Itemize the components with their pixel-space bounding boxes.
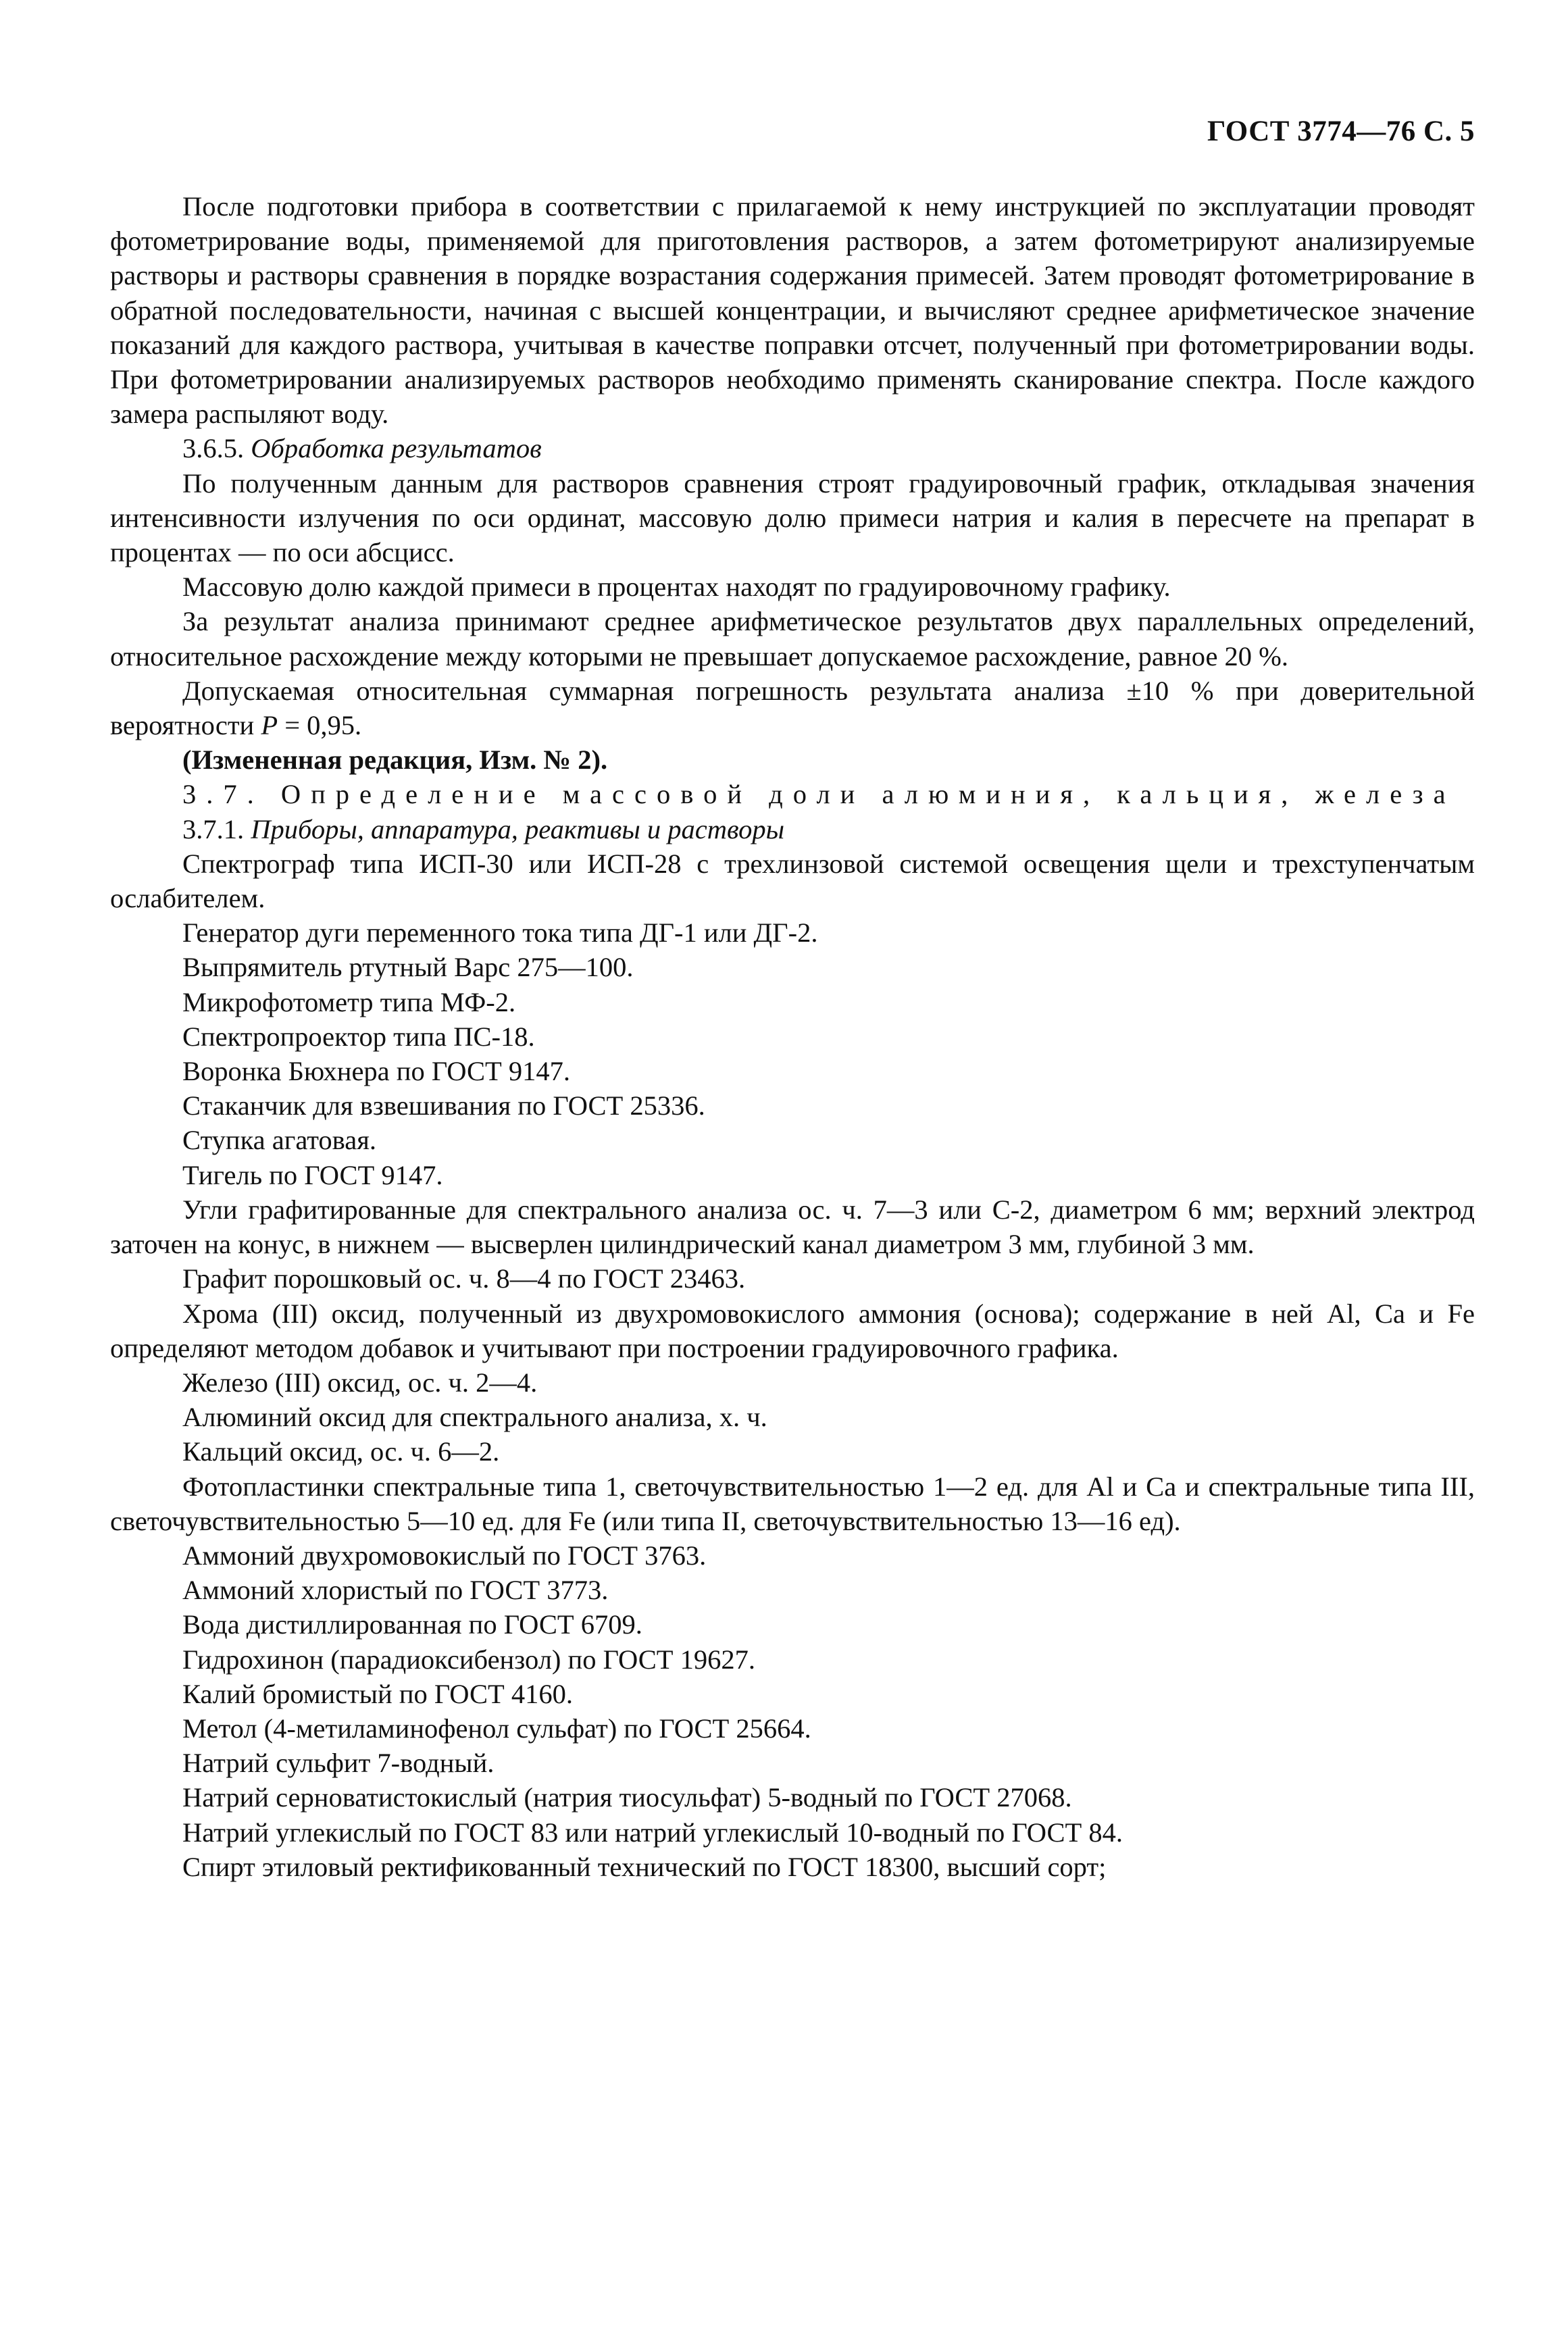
paragraph-error xyxy=(110,674,1475,742)
paragraph-photometry: После подготовки прибора в соответствии с прилагаемой к нему инструкцией по эксплуатации проводят фотометрирование воды, применяемой для приготовления растворов, а затем фотометрируют анализируемые растворы и растворы сравнения в порядке возрастания содержания примесей. Затем проводят фотометрирование в обратной последовательности, начиная с высшей концентрации, и вычисляют среднее арифметическое значение показаний для каждого раствора, учитывая в качестве поправки отсчет, полученный при фотометрировании воды. При фотометрировании анализируемых растворов необходимо применять сканирование спектра. После каждого замера распыляют воду. xyxy=(110,191,1475,430)
list-item: Натрий углекислый по ГОСТ 83 или натрий углекислый 10-водный по ГОСТ 84. xyxy=(182,1817,1123,1848)
paragraph-mass-fraction: Массовую долю каждой примеси в процентах находят по градуировочному графику. xyxy=(182,572,1171,603)
list-item: Графит порошковый ос. ч. 8—4 по ГОСТ 23463. xyxy=(182,1263,746,1294)
list-item: Калий бромистый по ГОСТ 4160. xyxy=(182,1678,574,1709)
page-header: ГОСТ 3774—76 С. 5 xyxy=(1207,116,1475,147)
section-number: 3.7.1. xyxy=(182,813,251,844)
section-title: Приборы, аппаратура, реактивы и растворы xyxy=(251,813,784,844)
error-text: Допускаемая относительная суммарная погрешность результата анализа ±10 % при доверительной вероятности xyxy=(110,675,1475,741)
equipment-list xyxy=(110,846,1475,1884)
list-item: Аммоний двухромовокислый по ГОСТ 3763. xyxy=(182,1540,707,1571)
list-item: Натрий сульфит 7-водный. xyxy=(182,1748,495,1779)
probability-value: = 0,95. xyxy=(278,710,362,741)
list-item: Стаканчик для взвешивания по ГОСТ 25336. xyxy=(182,1090,705,1121)
list-item: Железо (III) оксид, ос. ч. 2—4. xyxy=(182,1367,538,1398)
list-item: Спирт этиловый ректификованный технический по ГОСТ 18300, высший сорт; xyxy=(182,1851,1107,1882)
list-item: Воронка Бюхнера по ГОСТ 9147. xyxy=(182,1056,570,1087)
section-3-6-5-heading xyxy=(110,431,1475,465)
document-body xyxy=(110,189,1475,1884)
list-item: Генератор дуги переменного тока типа ДГ-1 или ДГ-2. xyxy=(182,917,818,948)
list-item: Аммоний хлористый по ГОСТ 3773. xyxy=(182,1575,609,1606)
paragraph-result: За результат анализа принимают среднее арифметическое результатов двух параллельных определений, относительное расхождение между которыми не превышает допускаемое расхождение, равное 20 %. xyxy=(110,606,1475,672)
section-3-7-1-heading xyxy=(110,812,1475,846)
list-item: Вода дистиллированная по ГОСТ 6709. xyxy=(182,1609,642,1640)
section-3-7-heading: 3.7. Определение массовой доли алюминия, кальция, железа xyxy=(182,779,1456,810)
list-item: Выпрямитель ртутный Варс 275—100. xyxy=(182,952,634,983)
list-item: Угли графитированные для спектрального анализа ос. ч. 7—3 или С-2, диаметром 6 мм; верхний электрод заточен на конус, в нижнем — высверлен цилиндрический канал диаметром 3 мм, глубиной 3 мм. xyxy=(110,1194,1475,1260)
section-title: Обработка результатов xyxy=(251,433,542,464)
list-item: Хрома (III) оксид, полученный из двухромовокислого аммония (основа); содержание в ней Al, Ca и Fe определяют методом добавок и учитывают при построении градуировочного графика. xyxy=(110,1298,1475,1363)
list-item: Натрий серноватистокислый (натрия тиосульфат) 5-водный по ГОСТ 27068. xyxy=(182,1782,1072,1813)
list-item: Ступка агатовая. xyxy=(182,1125,376,1156)
paragraph-calibration: По полученным данным для растворов сравнения строят градуировочный график, откладывая значения интенсивности излучения по оси ординат, массовую долю примеси натрия и калия в пересчете на препарат в процентах — по оси абсцисс. xyxy=(110,467,1475,568)
list-item: Микрофотометр типа МФ-2. xyxy=(182,986,516,1017)
list-item: Кальций оксид, ос. ч. 6—2. xyxy=(182,1436,500,1467)
amendment-note: (Измененная редакция, Изм. № 2). xyxy=(182,744,608,776)
list-item: Фотопластинки спектральные типа 1, светочувствительностью 1—2 ед. для Al и Ca и спектральные типа III, светочувствительностью 5—10 ед. для Fe (или типа II, светочувствительностью 13—16 ед). xyxy=(110,1471,1475,1536)
probability-symbol: P xyxy=(261,710,278,741)
list-item: Метол (4-метиламинофенол сульфат) по ГОСТ 25664. xyxy=(182,1713,811,1744)
list-item: Алюминий оксид для спектрального анализа, х. ч. xyxy=(182,1402,767,1433)
list-item: Спектрограф типа ИСП-30 или ИСП-28 с трехлинзовой системой освещения щели и трехступенчатым ослабителем. xyxy=(110,848,1475,914)
list-item: Гидрохинон (парадиоксибензол) по ГОСТ 19627. xyxy=(182,1644,755,1675)
list-item: Тигель по ГОСТ 9147. xyxy=(182,1159,443,1190)
list-item: Спектропроектор типа ПС-18. xyxy=(182,1021,535,1052)
section-number: 3.6.5. xyxy=(182,433,251,464)
